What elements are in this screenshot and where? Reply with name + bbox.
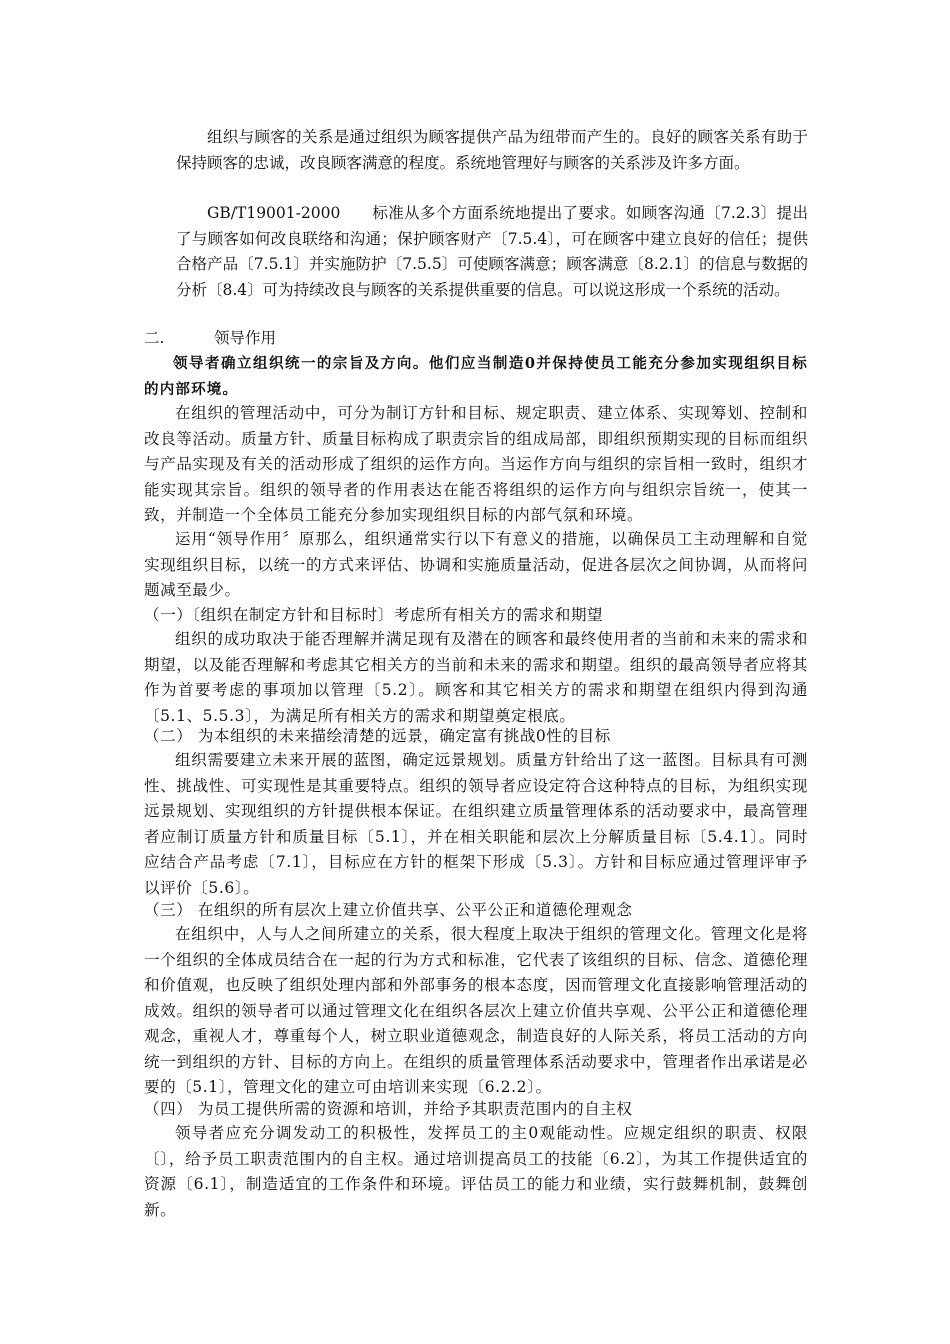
subheading-3: （三） 在组织的所有层次上建立价值共享、公平公正和道德伦理观念 [144,901,633,919]
subheading-2: （二） 为本组织的未来描绘清楚的远景，确定富有挑战0性的目标 [144,727,611,745]
section-title: 领导作用 [214,329,277,347]
paragraph-resources-training: 领导者应充分调发动工的积极性，发挥员工的主0观能动性。应规定组织的职责、权限〔〕，给予员工职责范围内的自主权。通过培训提高员工的技能〔6.2〕，为其工作提供适宜的资源〔6.1〕，制造适宜的工作条件和环境。评估员工的能力和业绩，实行鼓舞机制，鼓舞创新。 [144,1124,808,1219]
subheading-1: （一）〔组织在制定方针和目标时〕考虑所有相关方的需求和期望 [144,606,604,624]
principle-statement: 领导者确立组织统一的宗旨及方向。他们应当制造0并保持使员工能充分参加实现组织目标的内部环境。 [144,355,808,398]
paragraph-apply-principle: 运用“领导作用〞原那么，组织通常实行以下有意义的措施，以确保员工主动理解和自觉实现组织目标，以统一的方式来评估、协调和实施质量活动，促进各层次之间协调，从而将问题减至最少。 [144,530,808,599]
subheading-4: （四） 为员工提供所需的资源和培训，并给予其职责范围内的自主权 [144,1100,633,1118]
section-number: 二. [144,329,165,347]
paragraph-culture: 在组织中，人与人之间所建立的关系，很大程度上取决于组织的管理文化。管理文化是将一个组织的全体成员结合在一起的行为方式和标准，它代表了该组织的目标、信念、道德伦理和价值观，也反映了组织处理内部和外部事务的根本态度，因而管理文化直接影响管理活动的成效。组织的领导者可以通过管理文化在组织各层次上建立价值共享观、公平公正和道德伦理观念，重视人才，尊重每个人，树立职业道德观念，制造良好的人际关系，将员工活动的方向统一到组织的方针、目标的方向上。在组织的质量管理体系活动要求中，管理者作出承诺是必要的〔5.1〕，管理文化的建立可由培训来实现〔6.2.2〕。 [144,925,808,1096]
section-heading [144,326,277,351]
paragraph-vision-goals: 组织需要建立未来开展的蓝图，确定远景规划。质量方针给出了这一蓝图。目标具有可测性、挑战性、可实现性是其重要特点。组织的领导者应设定符合这种特点的目标，为组织实现远景规划、实现组织的方针提供根本保证。在组织建立质量管理体系的活动要求中，最高管理者应制订质量方针和质量目标〔5.1〕，并在相关职能和层次上分解质量目标〔5.4.1〕。同时应结合产品考虑〔7.1〕，目标应在方针的框架下形成〔5.3〕。方针和目标应通过管理评审予以评价〔5.6〕。 [144,751,808,897]
paragraph-customer-relationship: 组织与顾客的关系是通过组织为顾客提供产品为纽带而产生的。良好的顾客关系有助于保持顾客的忠诚，改良顾客满意的程度。系统地管理好与顾客的关系涉及许多方面。 [176,128,808,172]
paragraph-needs-expectations: 组织的成功取决于能否理解并满足现有及潜在的顾客和最终使用者的当前和未来的需求和期望，以及能否理解和考虑其它相关方的当前和未来的需求和期望。组织的最高领导者应将其作为首要考虑的事项加以管理〔5.2〕。顾客和其它相关方的需求和期望在组织内得到沟通〔5.1、5.5.3〕，为满足所有相关方的需求和期望奠定根底。 [144,630,808,725]
paragraph-gb-standard: GB/T19001-2000 标准从多个方面系统地提出了要求。如顾客沟通〔7.2.3〕提出了与顾客如何改良联络和沟通；保护顾客财产〔7.5.4〕，可在顾客中建立良好的信任；提供合格产品〔7.5.1〕并实施防护〔7.5.5〕可使顾客满意；顾客满意〔8.2.1〕的信息与数据的分析〔8.4〕可为持续改良与顾客的关系提供重要的信息。可以说这形成一个系统的活动。 [176,204,808,299]
paragraph-management-activities: 在组织的管理活动中，可分为制订方针和目标、规定职责、建立体系、实现筹划、控制和改良等活动。质量方针、质量目标构成了职责宗旨的组成局部，即组织预期实现的目标而组织与产品实现及有关的活动形成了组织的运作方向。当运作方向与组织的宗旨相一致时，组织才能实现其宗旨。组织的领导者的作用表达在能否将组织的运作方向与组织宗旨统一，使其一致，并制造一个全体员工能充分参加实现组织目标的内部气氛和环境。 [144,404,808,524]
